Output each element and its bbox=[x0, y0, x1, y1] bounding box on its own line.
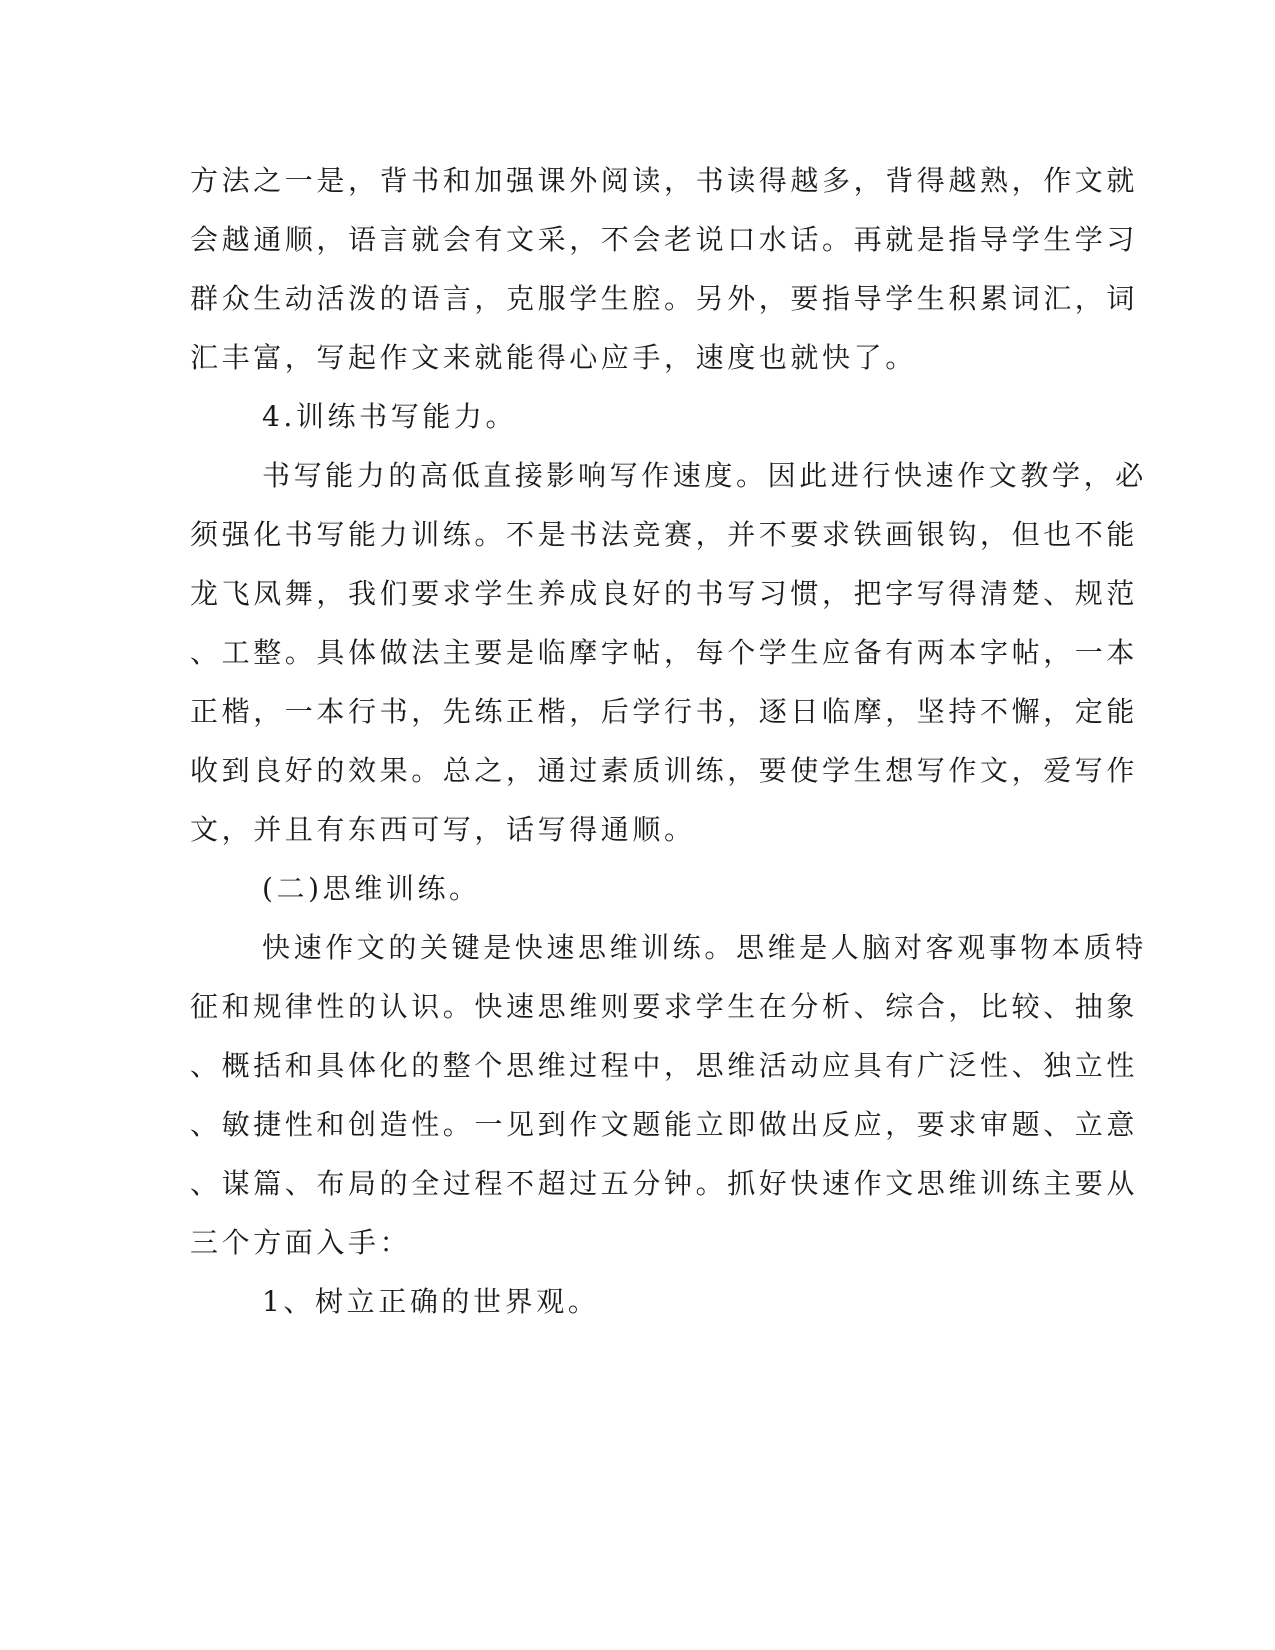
paragraph-line: 会越通顺，语言就会有文采，不会老说口水话。再就是指导学生学习 bbox=[190, 223, 1139, 256]
paragraph-line: 收到良好的效果。总之，通过素质训练，要使学生想写作文，爱写作 bbox=[190, 754, 1139, 787]
section-heading: (二)思维训练。 bbox=[262, 872, 481, 905]
paragraph-line: 须强化书写能力训练。不是书法竞赛，并不要求铁画银钩，但也不能 bbox=[190, 518, 1139, 551]
paragraph-line: 快速作文的关键是快速思维训练。思维是人脑对客观事物本质特 bbox=[262, 931, 1147, 964]
paragraph-line: 书写能力的高低直接影响写作速度。因此进行快速作文教学，必 bbox=[262, 459, 1147, 492]
paragraph-line: 三个方面入手： bbox=[190, 1226, 412, 1259]
paragraph-line: 、敏捷性和创造性。一见到作文题能立即做出反应，要求审题、立意 bbox=[190, 1108, 1139, 1141]
paragraph-line: 正楷，一本行书，先练正楷，后学行书，逐日临摩，坚持不懈，定能 bbox=[190, 695, 1139, 728]
paragraph-line: 方法之一是，背书和加强课外阅读，书读得越多，背得越熟，作文就 bbox=[190, 164, 1139, 197]
paragraph-line: 征和规律性的认识。快速思维则要求学生在分析、综合，比较、抽象 bbox=[190, 990, 1139, 1023]
section-heading: 4.训练书写能力。 bbox=[262, 400, 518, 433]
paragraph-line: 、谋篇、布局的全过程不超过五分钟。抓好快速作文思维训练主要从 bbox=[190, 1167, 1139, 1200]
paragraph-line: 群众生动活泼的语言，克服学生腔。另外，要指导学生积累词汇，词 bbox=[190, 282, 1139, 315]
section-heading: 1、树立正确的世界观。 bbox=[262, 1285, 600, 1318]
paragraph-line: 文，并且有东西可写，话写得通顺。 bbox=[190, 813, 696, 846]
paragraph-line: 、概括和具体化的整个思维过程中，思维活动应具有广泛性、独立性 bbox=[190, 1049, 1139, 1082]
paragraph-line: 龙飞凤舞，我们要求学生养成良好的书写习惯，把字写得清楚、规范 bbox=[190, 577, 1139, 610]
paragraph-line: 汇丰富，写起作文来就能得心应手，速度也就快了。 bbox=[190, 341, 917, 374]
paragraph-line: 、工整。具体做法主要是临摩字帖，每个学生应备有两本字帖，一本 bbox=[190, 636, 1139, 669]
